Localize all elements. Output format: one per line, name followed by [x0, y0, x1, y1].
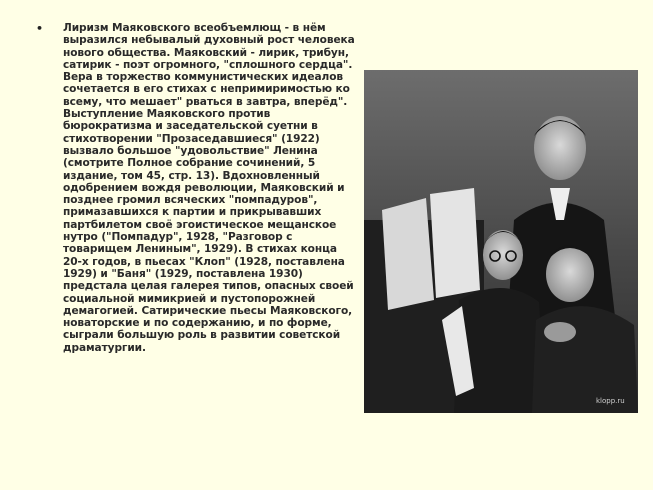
sheet-music-left: [382, 198, 434, 310]
seated-boy-face: [483, 230, 523, 280]
historical-photo: [364, 70, 638, 413]
photo-illustration: [364, 70, 638, 413]
sheet-music-right: [430, 188, 480, 298]
bullet-marker: •: [36, 22, 44, 35]
photo-watermark: klopp.ru: [596, 397, 625, 405]
clasped-hands: [544, 322, 576, 342]
body-paragraph: Лиризм Маяковского всеобъемлющ - в нём выразился небывалый духовный рост человека нового общества. Маяковский - лирик, трибун, сатирик - поэт огромного, "сплошного сердца". Вера в торжество коммунистических идеалов сочетается в его стихах с непримиримостью ко всему, что мешает" рваться в завтра, вперёд". Выступление Маяковского против бюрократизма и заседательской суетни в стихотворении "Прозаседавшиеся" (1922) вызвало большое "удовольствие" Ленина (смотрите Полное собрание сочинений, 5 издание, том 45, стр. 13). Вдохновленный одобрением вождя революции, Маяковский и позднее громил всяческих "помпадуров", примазавшихся к партии и прикрывавших партбилетом своё эгоистическое мещанское нутро ("Помпадур", 1928, "Разговор с товарищем Лениным", 1929). В стихах конца 20-х годов, в пьесах "Клоп" (1928, поставлена 1929) и "Баня" (1929, поставлена 1930) предстала целая галерея типов, опасных своей социальной мимикрией и пустопорожней демагогией. Сатирические пьесы Маяковского, новаторские и по содержанию, и по форме, сыграли большую роль в развитии советской драматургии.: [63, 22, 355, 354]
standing-man-face: [534, 116, 586, 180]
